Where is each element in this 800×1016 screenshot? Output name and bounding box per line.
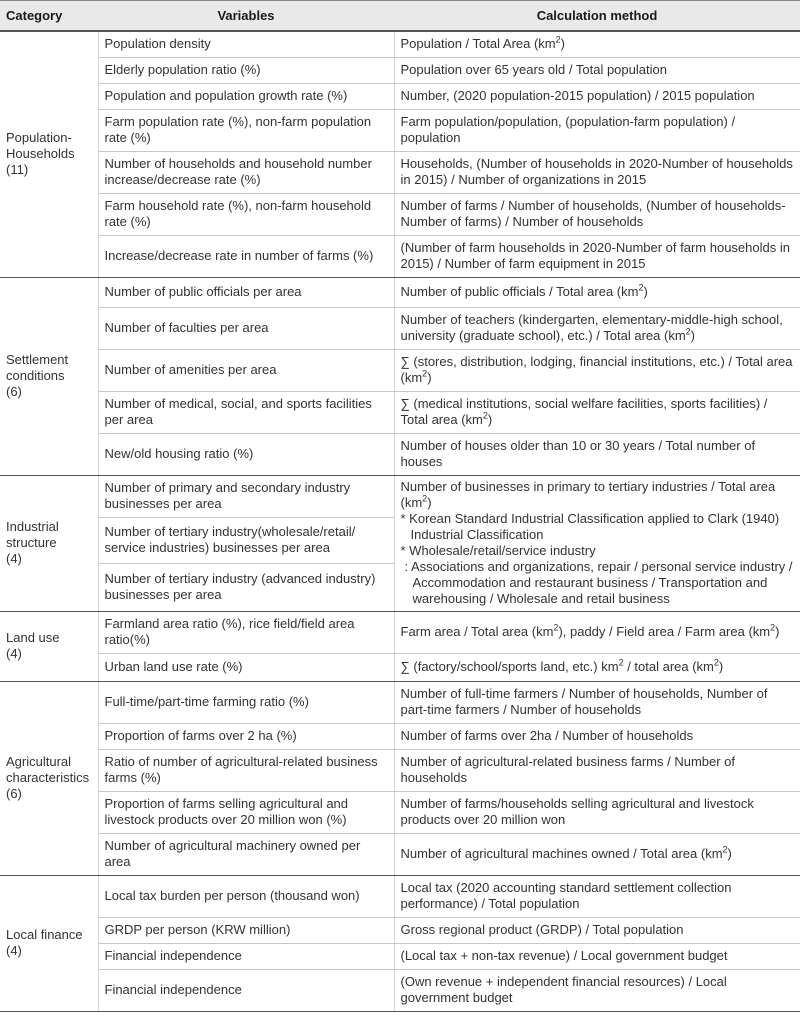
category-count: (6) [6, 384, 22, 399]
variable-cell: Full-time/part-time farming ratio (%) [98, 681, 394, 723]
table-row [0, 151, 800, 193]
variable-cell: Number of agricultural machinery owned per area [98, 833, 394, 875]
variable-cell: Increase/decrease rate in number of farms (%) [98, 235, 394, 277]
variable-cell: Number of public officials per area [98, 277, 394, 307]
variable-cell: Farm population rate (%), non-farm population rate (%) [98, 109, 394, 151]
table-row [0, 749, 800, 791]
calculation-cell: Number of agricultural-related business farms / Number of households [394, 749, 800, 791]
category-cell [0, 681, 98, 875]
calculation-cell: (Own revenue + independent financial resources) / Local government budget [394, 969, 800, 1011]
category-cell [0, 875, 98, 1011]
variable-cell: Farm household rate (%), non-farm household rate (%) [98, 193, 394, 235]
table-row [0, 235, 800, 277]
table-row [0, 943, 800, 969]
category-cell [0, 277, 98, 475]
table-row [0, 57, 800, 83]
wholesale-note: * Wholesale/retail/service industry [400, 543, 596, 558]
table-row [0, 31, 800, 57]
category-name: Settlement conditions [6, 352, 69, 383]
category-name: Agricultural characteristics [6, 754, 90, 785]
variable-cell: Elderly population ratio (%) [98, 57, 394, 83]
calculation-cell: Number of teachers (kindergarten, elementary-middle-high school, university (graduate school), etc.) / Total area $(km^2)$ [394, 307, 800, 349]
calculation-cell: (Local tax + non-tax revenue) / Local government budget [394, 943, 800, 969]
header-calculation: Calculation method [394, 1, 800, 32]
category-count: (4) [6, 551, 22, 566]
table-row [0, 349, 800, 391]
category-cell [0, 611, 98, 681]
category-name: Industrial structure [6, 519, 59, 550]
calculation-cell: Number of full-time farmers / Number of households, Number of part-time farmers / Number of households [394, 681, 800, 723]
table-row [0, 391, 800, 433]
variable-cell: Number of primary and secondary industry businesses per area [98, 475, 394, 517]
table-row [0, 109, 800, 151]
header-variables: Variables [98, 1, 394, 32]
category-count: (11) [6, 162, 29, 178]
table-row [0, 681, 800, 723]
variable-cell: Number of medical, social, and sports facilities per area [98, 391, 394, 433]
calculation-cell: Farm area / Total area $(km^2)$, paddy / Field area / Farm area $(km^2)$ [394, 611, 800, 653]
header-category: Category [0, 1, 98, 32]
calculation-cell: Number of houses older than 10 or 30 years / Total number of houses [394, 433, 800, 475]
variable-cell: Number of tertiary industry (advanced industry) businesses per area [98, 563, 394, 611]
variable-cell: Proportion of farms over 2 ha (%) [98, 723, 394, 749]
table-row [0, 917, 800, 943]
calculation-cell: Farm population/population, (population-farm population) / population [394, 109, 800, 151]
calculation-cell: ∑ (medical institutions, social welfare facilities, sports facilities) / Total area $(km^2)$ [394, 391, 800, 433]
variable-cell: Ratio of number of agricultural-related business farms (%) [98, 749, 394, 791]
category-name: Local finance [6, 927, 83, 942]
calculation-cell: Number of farms/households selling agricultural and livestock products over 20 million won [394, 791, 800, 833]
calculation-cell: ∑ (factory/school/sports land, etc.) $km^2$ / total area $(km^2)$ [394, 653, 800, 681]
variable-cell: Population and population growth rate (%) [98, 83, 394, 109]
table-row [0, 433, 800, 475]
table-row [0, 277, 800, 307]
table-row [0, 875, 800, 917]
table-row [0, 307, 800, 349]
calculation-cell: Number of agricultural machines owned / Total area $(km^2)$ [394, 833, 800, 875]
table-row [0, 611, 800, 653]
calculation-cell: Number of farms / Number of households, (Number of households-Number of farms) / Number of households [394, 193, 800, 235]
variable-cell: Population density [98, 31, 394, 57]
variable-cell: Proportion of farms selling agricultural and livestock products over 20 million won (%) [98, 791, 394, 833]
calculation-cell: Local tax (2020 accounting standard settlement collection performance) / Total population [394, 875, 800, 917]
calculation-cell: Gross regional product (GRDP) / Total population [394, 917, 800, 943]
category-count: (6) [6, 786, 22, 801]
table-row [0, 791, 800, 833]
table-row [0, 723, 800, 749]
variable-cell: Number of faculties per area [98, 307, 394, 349]
category-cell [0, 475, 98, 611]
calculation-cell: Number of public officials / Total area $(km^2)$ [394, 277, 800, 307]
table-row [0, 475, 800, 517]
calculation-cell: Number of farms over 2ha / Number of households [394, 723, 800, 749]
calculation-cell: Population over 65 years old / Total population [394, 57, 800, 83]
table-row [0, 969, 800, 1011]
variable-cell: Local tax burden per person (thousand won) [98, 875, 394, 917]
variable-cell: Financial independence [98, 969, 394, 1011]
category-count: (4) [6, 646, 22, 661]
table-header-row [0, 1, 800, 32]
calculation-cell: Households, (Number of households in 2020-Number of households in 2015) / Number of organizations in 2015 [394, 151, 800, 193]
variable-cell: GRDP per person (KRW million) [98, 917, 394, 943]
calculation-cell: ∑ (stores, distribution, lodging, financial institutions, etc.) / Total area $(km^2)$ [394, 349, 800, 391]
variable-cell: Number of households and household number increase/decrease rate (%) [98, 151, 394, 193]
category-count: (4) [6, 943, 22, 958]
category-name: Population-Households [6, 130, 75, 162]
calculation-cell: Number of businesses in primary to tertiary industries / Total area $(km^2)$ * Korean Standard Industrial Classification applied to Clark (1940) Industrial Classification * Wholesale/retail/service industry : Associations and organizations, repair / personal service industry / Accommodation and restaurant business / Transportation and warehousing / Wholesale and retail business [394, 475, 800, 611]
variable-cell: Farmland area ratio (%), rice field/field area ratio(%) [98, 611, 394, 653]
variable-cell: New/old housing ratio (%) [98, 433, 394, 475]
classification-note: * Korean Standard Industrial Classification applied to Clark (1940) Industrial Classification [400, 511, 780, 542]
category-cell [0, 31, 98, 277]
variable-cell: Financial independence [98, 943, 394, 969]
category-name: Land use [6, 630, 60, 645]
table-row [0, 833, 800, 875]
variable-cell: Number of amenities per area [98, 349, 394, 391]
wholesale-detail-note: : Associations and organizations, repair / personal service industry / Accommodation and restaurant business / Transportation and warehousing / Wholesale and retail business [404, 559, 793, 606]
calculation-cell: Number, (2020 population-2015 population) / 2015 population [394, 83, 800, 109]
calculation-cell: Population / Total Area $(km^2)$ [394, 31, 800, 57]
table-row [0, 653, 800, 681]
calculation-cell: (Number of farm households in 2020-Number of farm households in 2015) / Number of farm equipment in 2015 [394, 235, 800, 277]
table-row [0, 193, 800, 235]
table-row [0, 83, 800, 109]
variable-cell: Urban land use rate (%) [98, 653, 394, 681]
variable-cell: Number of tertiary industry(wholesale/retail/ service industries) businesses per area [98, 517, 394, 563]
